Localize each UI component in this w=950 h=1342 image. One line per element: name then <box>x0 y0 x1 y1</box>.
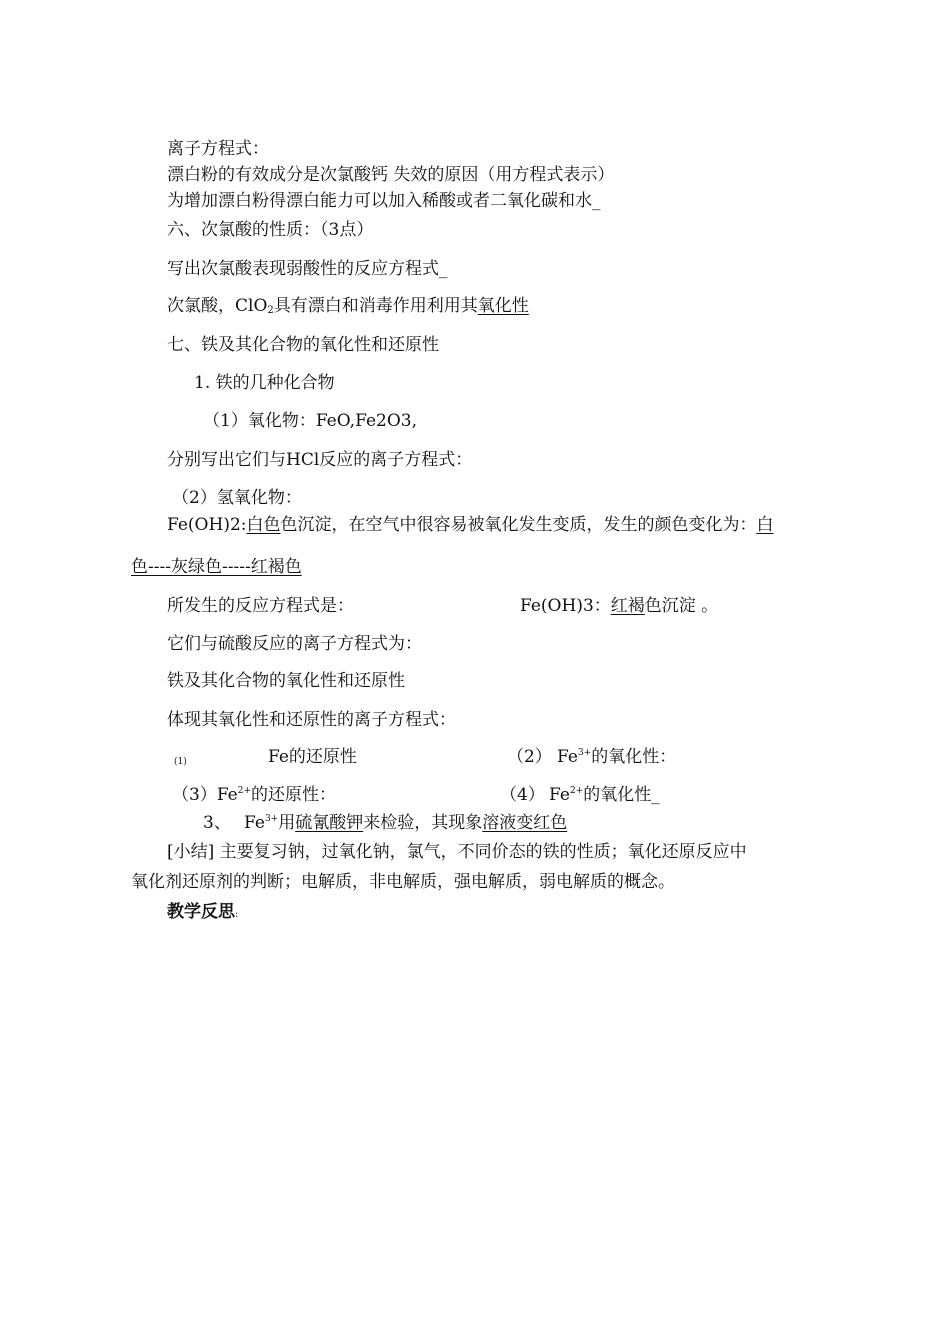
reflection-heading <box>167 902 238 925</box>
text-line: 离子方程式： <box>167 139 269 159</box>
text-run: Fe <box>557 747 578 767</box>
underlined-answer: 溶液变红色 <box>482 813 568 833</box>
section-heading: 七、铁及其化合物的氧化性和还原性 <box>167 335 439 355</box>
text-run: : <box>235 909 239 920</box>
superscript: 3+ <box>264 814 279 824</box>
text-line <box>520 596 718 616</box>
item-number: (1) <box>174 757 187 767</box>
text-line <box>244 813 567 833</box>
text-line: Fe的还原性 <box>268 747 357 767</box>
section-heading: 六、次氯酸的性质：（3点） <box>167 220 374 240</box>
underlined-answer: 氧化性 <box>477 296 529 316</box>
text-line <box>167 515 774 535</box>
text-run: 的氧化性_ <box>583 785 660 805</box>
text-line: 为增加漂白粉得漂白能力可以加入稀酸或者二氧化碳和水_ <box>167 191 601 211</box>
text-line <box>557 747 676 767</box>
text-run: Fe(OH)3： <box>520 596 611 616</box>
subsection-heading: 1. 铁的几种化合物 <box>194 373 335 393</box>
text-run: 的氧化性： <box>591 747 677 767</box>
text-run: 教学反思 <box>167 902 235 922</box>
underlined-answer: 白色 <box>246 515 281 535</box>
text-line: （1）氧化物：FeO,Fe2O3, <box>203 411 417 431</box>
superscript: 3+ <box>577 748 592 758</box>
underlined-answer: 白 <box>756 515 774 535</box>
text-run: 色沉淀，在空气中很容易被氧化发生变质，发生的颜色变化为： <box>280 515 757 535</box>
underlined-answer: 红褐 <box>610 596 645 616</box>
text-run: 用 <box>278 813 296 833</box>
underlined-answer: 色----灰绿色-----红褐色 <box>131 557 302 577</box>
text-run: Fe(OH)2: <box>167 515 247 535</box>
text-run: 次氯酸，ClO <box>167 296 268 316</box>
text-line: 写出次氯酸表现弱酸性的反应方程式_ <box>167 259 448 279</box>
item-number: （4） <box>500 785 545 805</box>
text-run: Fe <box>549 785 570 805</box>
superscript: 2+ <box>237 786 252 796</box>
text-run: 来检验，其现象 <box>363 813 483 833</box>
summary-line: [小结] 主要复习钠，过氧化钠，氯气，不同价态的铁的性质；氧化还原反应中 <box>167 842 747 862</box>
text-line: 分别写出它们与HCl反应的离子方程式： <box>167 450 473 470</box>
text-run: 具有漂白和消毒作用利用其 <box>273 296 478 316</box>
text-line <box>172 785 336 805</box>
text-line: 体现其氧化性和还原性的离子方程式： <box>167 710 456 730</box>
subscript: 2 <box>267 305 274 316</box>
summary-line: 氧化剂还原剂的判断；电解质，非电解质，强电解质，弱电解质的概念。 <box>131 872 675 892</box>
item-number: （2） <box>507 747 552 767</box>
text-line: 所发生的反应方程式是： <box>167 596 354 616</box>
text-line: 它们与硫酸反应的离子方程式为： <box>167 634 422 654</box>
text-line: 漂白粉的有效成分是次氯酸钙 失效的原因（用方程式表示） <box>167 165 615 185</box>
text-line <box>131 557 302 577</box>
text-line: 铁及其化合物的氧化性和还原性 <box>167 671 405 691</box>
item-number: 3、 <box>203 813 231 833</box>
text-line: （2）氢氧化物： <box>172 488 302 508</box>
text-line <box>167 296 529 316</box>
text-run: （3）Fe <box>172 785 238 805</box>
text-line <box>549 785 660 805</box>
superscript: 2+ <box>569 786 584 796</box>
underlined-answer: 硫氰酸钾 <box>295 813 364 833</box>
text-run: 的还原性： <box>251 785 337 805</box>
text-run: Fe <box>244 813 265 833</box>
text-run: 色沉淀 。 <box>644 596 719 616</box>
